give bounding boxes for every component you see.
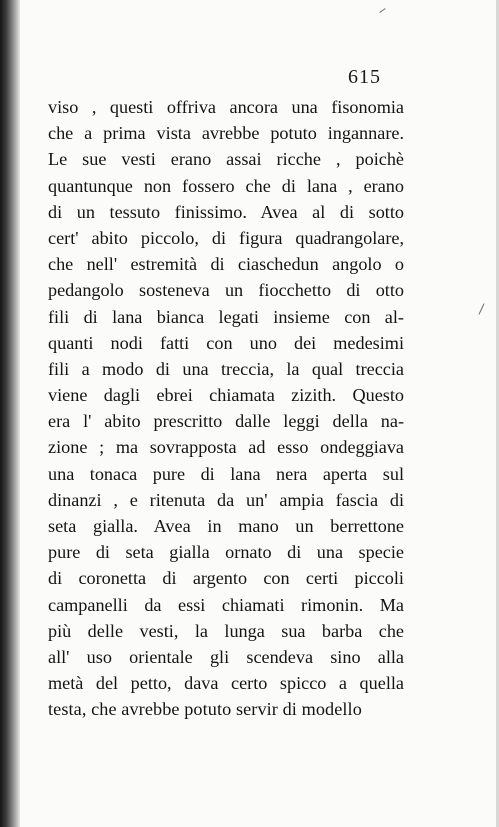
text-line: testa, che avrebbe potuto servir di modello xyxy=(48,699,362,720)
text-line: quanti nodi fatti con uno dei medesimi xyxy=(48,332,404,353)
text-line: quantunque non fossero che di lana , erano xyxy=(48,175,404,196)
text-line: seta gialla. Avea in mano un berrettone xyxy=(48,516,404,536)
text-line: viene dagli ebrei chiamata zizith. Questo xyxy=(48,385,404,406)
stray-mark-top xyxy=(379,8,385,13)
text-line: pedangolo sosteneva un fiocchetto di otto xyxy=(48,280,404,301)
text-line: una tonaca pure di lana nera aperta sul xyxy=(48,463,404,484)
text-line: Le sue vesti erano assai ricche , poichè xyxy=(48,149,404,170)
text-line: più delle vesti, la lunga sua barba che xyxy=(48,620,404,641)
text-line: pure di seta gialla ornato di una specie xyxy=(48,542,404,563)
text-line: di un tessuto finissimo. Avea al di sotto xyxy=(48,201,404,222)
text-line: fili a modo di una treccia, la qual treccia xyxy=(48,358,404,379)
text-line: zione ; ma sovrapposta ad esso ondeggiava xyxy=(48,437,404,458)
text-line: dinanzi , e ritenuta da un' ampia fascia di xyxy=(48,489,404,510)
text-line: campanelli da essi chiamati rimonin. Ma xyxy=(48,594,404,615)
text-line: fili di lana bianca legati insieme con al- xyxy=(48,306,404,327)
stray-mark-right xyxy=(479,303,485,314)
text-line: che a prima vista avrebbe potuto ingannare. xyxy=(48,123,404,144)
text-line: all' uso orientale gli scendeva sino alla xyxy=(48,646,404,667)
text-line: di coronetta di argento con certi piccoli xyxy=(48,568,404,589)
text-line: metà del petto, dava certo spicco a quella xyxy=(48,673,404,694)
text-line: era l' abito prescritto dalle leggi della na- xyxy=(48,411,404,432)
text-line: viso , questi offriva ancora una fisonomia xyxy=(48,97,404,117)
page-gutter-shadow xyxy=(0,0,20,827)
page-number: 615 xyxy=(348,66,381,88)
text-line: che nell' estremità di ciaschedun angolo o xyxy=(48,254,404,275)
body-text xyxy=(48,94,404,723)
text-line: cert' abito piccolo, di figura quadrangolare, xyxy=(48,227,404,248)
